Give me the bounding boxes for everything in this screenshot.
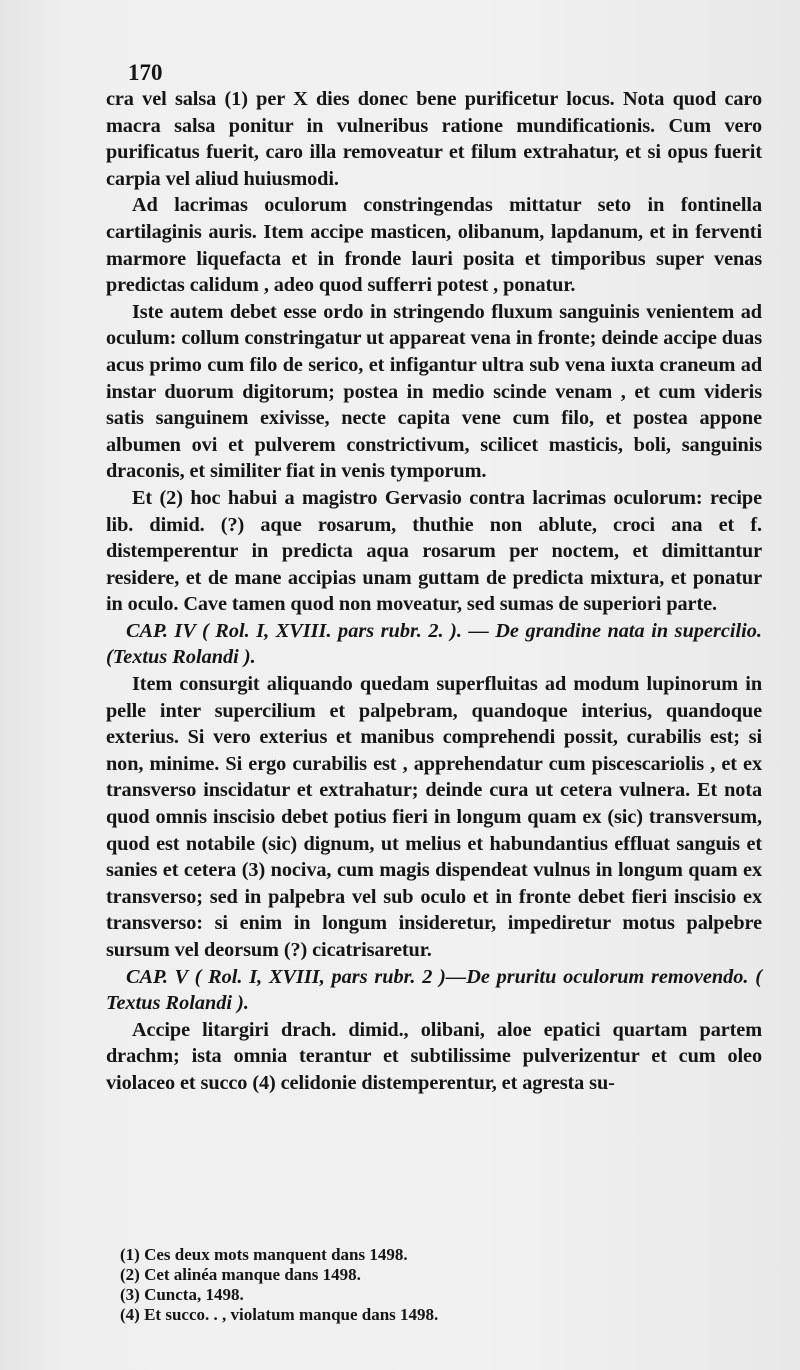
paragraph-4: Et (2) hoc habui a magistro Gervasio contra lacrimas oculorum: recipe lib. dimid. (?) aque rosarum, thuthie non ablute, croci ana et f. distemperentur in predicta aqua rosarum per noctem, et dimittantur residere, et de mane accipias unam guttam de predicta mixtura, et ponatur in oculo. Cave tamen quod non moveatur, sed sumas de superiori parte. [106,486,762,616]
footnote-2: (2) Cet alinéa manque dans 1498. [120,1265,361,1284]
footnote-3: (3) Cuncta, 1498. [120,1285,244,1304]
paragraph-5: Item consurgit aliquando quedam superfluitas ad modum lupinorum in pelle inter supercilium et palpebram, quandoque interius, quandoque exterius. Si vero exterius et manibus comprehendi possit, curabilis est; si non, minime. Si ergo curabilis est , apprehendatur cum piscescariolis , et ex transverso inscidatur et extrahatur; deinde cura ut cetera vulnera. Et nota quod omnis inscisio debet potius fieri in longum quam ex (sic) transversum, quod est notabile (sic) dignum, ut melius et habundantius effluat sanguis et sanies et cetera (3) nociva, cum magis dispendeat vulnus in longum quam ex transverso; sed in palpebra vel sub oculo et in fronte debet fieri inscisio ex transverso: si enim in longum insideretur, impediretur motus palpebre sursum vel deorsum (?) cicatrisaretur. [106,673,762,961]
paragraph-2: Ad lacrimas oculorum constringendas mittatur seto in fontinella cartilaginis auris. Item accipe masticen, olibanum, lapdanum, et in ferventi marmore liquefacta et in fronde lauri posita et timporibus super venas predictas calidum , adeo quod sufferri potest , ponatur. [106,194,762,297]
paragraph-6: Accipe litargiri drach. dimid., olibani, aloe epatici quartam partem drachm; ista omnia terantur et subtilissime pulverizentur et cum oleo violaceo et succo (4) celidonie distemperentur, et agresta su- [106,1018,762,1094]
chapter-heading-5: CAP. V ( Rol. I, XVIII, pars rubr. 2 )—De pruritu oculorum removendo. ( Textus Rolandi ). [106,965,762,1015]
body-text [106,86,762,1097]
page-number: 170 [128,60,163,85]
footnotes [120,1245,680,1325]
paragraph-3: Iste autem debet esse ordo in stringendo fluxum sanguinis venientem ad oculum: collum constringatur ut appareat vena in fronte; deinde accipe duas acus primo cum filo de serico, et infigantur ultra sub vena iuxta craneum ad instar duorum digitorum; postea in medio scinde venam , et cum videris satis sanguinem exivisse, necte capita vene cum filo, et postea appone albumen ovi et pulverem constrictivum, scilicet masticis, boli, sanguinis draconis, et similiter fiat in venis tymporum. [106,300,762,483]
footnote-4: (4) Et succo. . , violatum manque dans 1498. [120,1305,439,1324]
chapter-heading-4: CAP. IV ( Rol. I, XVIII. pars rubr. 2. ). — De grandine nata in supercilio. (Textus Rolandi ). [106,619,762,669]
footnote-1: (1) Ces deux mots manquent dans 1498. [120,1245,408,1264]
paragraph-1: cra vel salsa (1) per X dies donec bene purificetur locus. Nota quod caro macra salsa ponitur in vulneribus ratione mundificationis. Cum vero purificatus fuerit, caro illa removeatur et filum extrahatur, et si opus fuerit carpia vel aliud huiusmodi. [106,88,762,190]
